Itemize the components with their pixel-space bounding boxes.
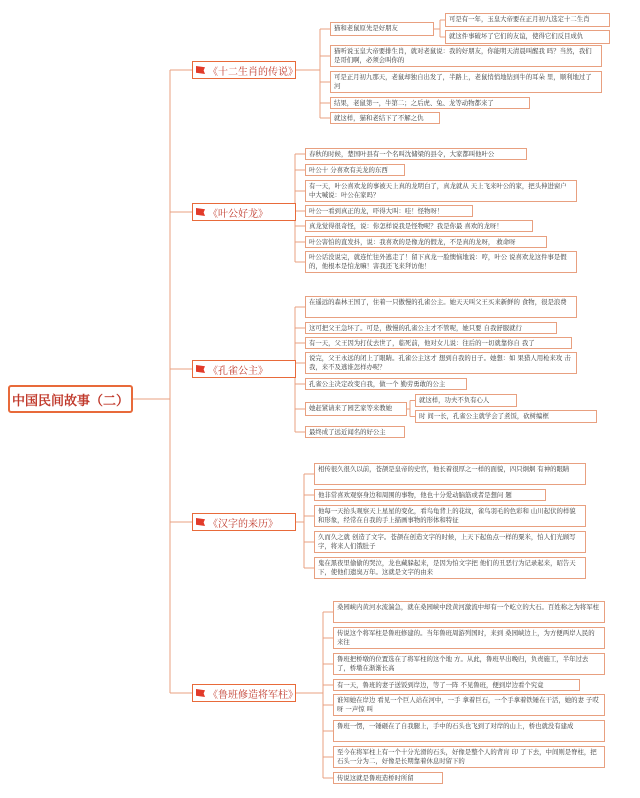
leaf-node[interactable]: 猫听说玉皇大帝要排生肖，就对老鼠说：我的好朋友，你能明天清晨叫醒我 吗？当然，我们是哥们啊，必须会叫你的	[330, 45, 602, 67]
leaf-node[interactable]: 就这样，功夫不负有心人	[415, 394, 517, 407]
leaf-node[interactable]: 鬼在黑夜里偷偷的哭泣，龙也藏躲起来，是因为怕文字把 他们的丑恶行为记录起来，昭告天下，使他们遗臭万年。这就是文字的由来	[314, 557, 586, 579]
leaf-node[interactable]: 桑园峡内黄河水流湍急，就在桑园峡中段黄河激流中却有一个屹立的大石。百姓称之为将军柱	[333, 601, 605, 623]
leaf-node[interactable]: 传说这就是鲁班造桥时所留	[333, 772, 443, 784]
leaf-node[interactable]: 可是有一年，玉皇大帝要在正月初九选定十二生肖	[445, 13, 610, 27]
branch-kongque[interactable]: 《孔雀公主》	[192, 360, 296, 378]
leaf-node[interactable]: 真龙觉得很奇怪，说：你怎样说我是怪物呢？我是你最 喜欢的龙呀！	[305, 220, 533, 232]
leaf-node[interactable]: 说完，父王永远的闭上了眼睛。孔雀公主这才 想到自我的日子。她想：如 果猎人用枪来攻 击我，来不及逃谁怎样办呢？	[305, 352, 577, 374]
leaf-node[interactable]: 结果，老鼠第一，牛第二；之后虎、兔、龙等动物都来了	[330, 97, 530, 109]
flag-icon	[196, 208, 205, 216]
leaf-node[interactable]: 鲁班一愣，一锤砸在了自我腿上，手中的石头也飞到了对岸的山上，桥也就没有建成	[333, 720, 605, 742]
leaf-node[interactable]: 他每一天抬头观察天上星星的变化，看鸟龟背上的花纹，雀鸟羽毛的色彩和 山川起伏的样貌和形象，经常在自我的手上描画事物的形体和特征	[314, 505, 586, 527]
leaf-node[interactable]: 孔雀公主决定改变自我，做一个 勤劳勇敢的公主	[305, 378, 467, 390]
leaf-node[interactable]: 这可把父王急坏了。可是，傲慢的孔雀公主才不管呢，她只要 自我舒服就行	[305, 322, 557, 334]
leaf-node[interactable]: 久而久之就 创造了文字。苍颉在创造文字的时候，上天下起鱼点一样的粟米，怕人们光顾写 字，将来人们饿肚子	[314, 531, 586, 553]
leaf-node[interactable]: 有一天，鲁班的妻子送饭到岸边，等了一阵 不见鲁班，便到岸边看个究竟	[333, 679, 580, 691]
leaf-node[interactable]: 最终成了远近闻名的好公主	[305, 426, 405, 438]
flag-icon	[196, 518, 205, 526]
leaf-node[interactable]: 叶公十 分喜欢有关龙的东西	[305, 164, 405, 176]
branch-shengxiao[interactable]: 《十二生肖的传说》	[192, 61, 296, 79]
leaf-node[interactable]: 他非常喜欢观察身边和周围的事物，他也十分爱动脑筋或者是想问 题	[314, 489, 546, 501]
leaf-node[interactable]: 可是正月初九那天，老鼠却独自出发了，半路上，老鼠悄悄地钻到牛的耳朵 里，顺利地过了河	[330, 71, 602, 93]
leaf-node[interactable]: 春秋的时候，楚国叶县有一个名叫沈储梁的县令，大家都叫他叶公	[305, 148, 527, 160]
leaf-node[interactable]: 猫和老鼠原先是好朋友	[330, 22, 434, 36]
leaf-node[interactable]: 有一天，父王因为打仗去世了，临死前，他对女儿说：往后的一切就靠你自 我了	[305, 337, 572, 349]
leaf-node[interactable]: 时 间一长，孔雀公主就学会了煮饭，砍树编框	[415, 410, 597, 423]
leaf-node[interactable]: 叶公话没说完，就连忙往外逃走了！留下真龙一脸懊恼地说：哼，叶公 说喜欢龙这件事是假的，他根本是怕龙嘛！害我还飞来拜访他！	[305, 251, 577, 273]
leaf-node[interactable]: 就这样，猫和老结下了不解之仇	[330, 112, 440, 124]
branch-hanzi[interactable]: 《汉字的来历》	[192, 513, 296, 531]
branch-yegong[interactable]: 《叶公好龙》	[192, 203, 296, 221]
leaf-node[interactable]: 就这件事破坏了它们的友谊，使得它们反目成仇	[445, 30, 610, 44]
flag-icon	[196, 689, 205, 697]
leaf-node[interactable]: 鲁班把桥墩的位置选在了将军柱的这个地 方。从此，鲁班早出晚归，负责施工，半年过去了，桥墩在渐渐长高	[333, 653, 605, 675]
root-node[interactable]: 中国民间故事（二）	[8, 385, 133, 413]
flag-icon	[196, 66, 205, 74]
flag-icon	[196, 365, 205, 373]
leaf-node[interactable]: 在遥远的森林王国了，住着一只傲慢的孔雀公主。她天天叫父王买来新鲜的 食物，很是浪费	[305, 296, 577, 318]
leaf-node[interactable]: 叶公害怕的直发抖，说：我喜欢的是像龙的假龙，不是真的龙呀， 救命呀	[305, 236, 547, 248]
leaf-node[interactable]: 相传很久很久以前，苍颉是皇帝的史官，他长着很厚之一样的面貌，四只炯炯 有神的眼睛	[314, 463, 586, 485]
branch-luban[interactable]: 《鲁班修造将军柱》	[192, 684, 296, 702]
leaf-node[interactable]: 传说这个将军柱是鲁班修建的。当年鲁班周游列国时，来到 桑园峡边上，为方便两岸人民的来往	[333, 627, 605, 649]
leaf-node[interactable]: 有一天，叶公喜欢龙的事被天上真的龙明白了，真龙就从 天上飞来叶公的家，把头伸进窗户中大喊说：叶公在家吗？	[305, 180, 577, 202]
leaf-node[interactable]: 至今在将军柱上有一个十分光滑的石头，好像是整个人的背肓 印 了下去，中间则是脊柱，把石头一分为二，好像是长期靠着休息时留下的	[333, 746, 605, 768]
leaf-node[interactable]: 谁知她在岸边 看见一个巨人站在河中，一手 拿着巨石，一个手拿着铁锤在干活，她的妻 子哎呀 一声惊 叫	[333, 694, 605, 716]
leaf-node[interactable]: 她赶紧请来了园艺家等来教她	[305, 402, 407, 416]
leaf-node[interactable]: 叶公一看到真正的龙，吓得大叫：哇！怪物呀！	[305, 205, 473, 217]
